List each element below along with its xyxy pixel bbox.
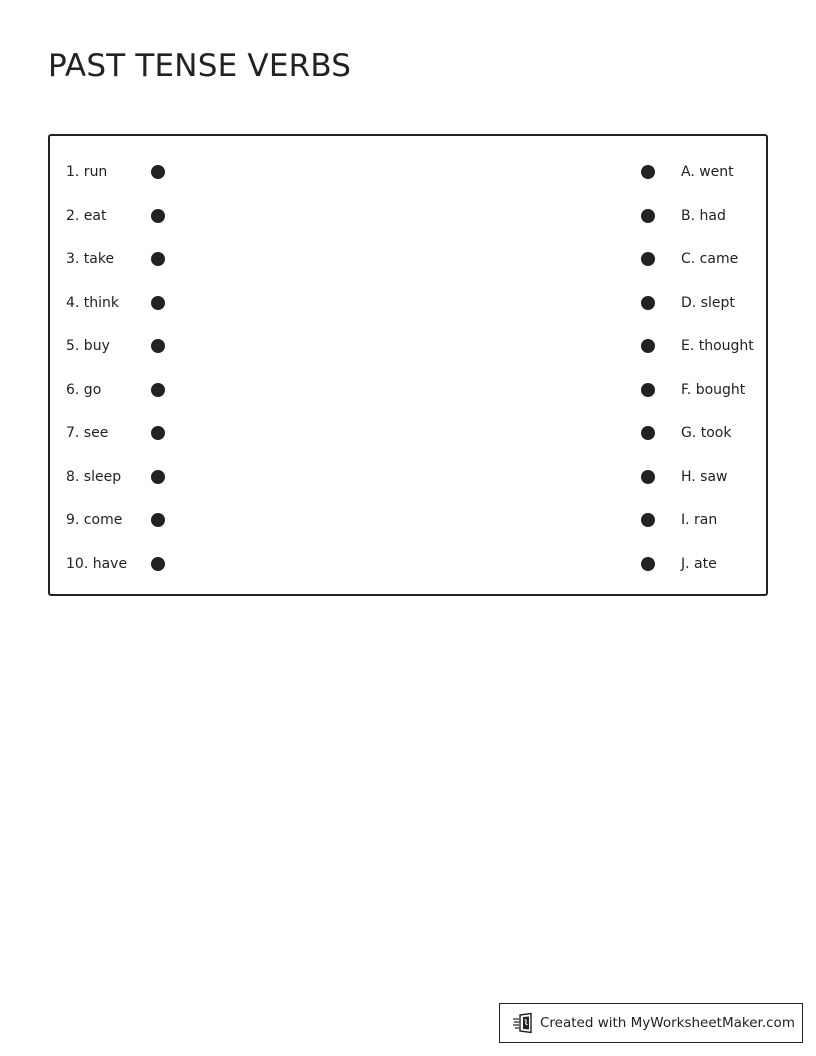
- right-item-label: G. took: [681, 425, 732, 441]
- right-item-label: H. saw: [681, 468, 728, 485]
- left-connector-dot[interactable]: [151, 209, 165, 223]
- right-connector-dot[interactable]: [641, 252, 655, 266]
- left-connector-dot[interactable]: [151, 557, 165, 571]
- left-item-label: 7. see: [66, 425, 109, 441]
- match-row: [50, 378, 766, 402]
- right-item-label: D. slept: [681, 294, 735, 311]
- right-item-label: F. bought: [681, 381, 746, 398]
- worksheet-maker-logo-icon: [512, 1012, 534, 1034]
- left-item-label: 6. go: [66, 381, 102, 398]
- left-item-label: 8. sleep: [66, 468, 122, 485]
- right-connector-dot[interactable]: [641, 209, 655, 223]
- footer-badge[interactable]: [499, 1003, 803, 1043]
- left-connector-dot[interactable]: [151, 165, 165, 179]
- left-connector-dot[interactable]: [151, 252, 165, 266]
- match-row: [50, 552, 766, 576]
- right-item-label: I. ran: [681, 512, 718, 528]
- right-connector-dot[interactable]: [641, 513, 655, 527]
- footer-credit-text: Created with MyWorksheetMaker.com: [540, 1015, 795, 1031]
- left-connector-dot[interactable]: [151, 513, 165, 527]
- right-item-label: B. had: [681, 207, 726, 224]
- left-item-label: 1. run: [66, 164, 108, 180]
- match-row: [50, 291, 766, 315]
- right-item-label: A. went: [681, 164, 734, 180]
- match-row: [50, 508, 766, 532]
- left-item-label: 10. have: [66, 555, 128, 572]
- right-connector-dot[interactable]: [641, 296, 655, 310]
- left-item-label: 5. buy: [66, 338, 110, 354]
- right-connector-dot[interactable]: [641, 426, 655, 440]
- left-item-label: 9. come: [66, 512, 123, 528]
- match-row: [50, 247, 766, 271]
- left-connector-dot[interactable]: [151, 296, 165, 310]
- right-item-label: E. thought: [681, 338, 754, 354]
- match-row: [50, 160, 766, 184]
- right-connector-dot[interactable]: [641, 339, 655, 353]
- left-connector-dot[interactable]: [151, 383, 165, 397]
- match-row: [50, 204, 766, 228]
- right-item-label: C. came: [681, 251, 739, 267]
- right-item-label: J. ate: [681, 555, 717, 572]
- left-connector-dot[interactable]: [151, 470, 165, 484]
- right-connector-dot[interactable]: [641, 165, 655, 179]
- left-item-label: 4. think: [66, 294, 120, 311]
- left-connector-dot[interactable]: [151, 426, 165, 440]
- left-connector-dot[interactable]: [151, 339, 165, 353]
- right-connector-dot[interactable]: [641, 383, 655, 397]
- left-item-label: 2. eat: [66, 207, 107, 224]
- right-connector-dot[interactable]: [641, 470, 655, 484]
- page-title: PAST TENSE VERBS: [48, 48, 352, 84]
- left-item-label: 3. take: [66, 251, 115, 267]
- match-row: [50, 465, 766, 489]
- matching-box: [48, 134, 768, 596]
- match-row: [50, 421, 766, 445]
- match-row: [50, 334, 766, 358]
- right-connector-dot[interactable]: [641, 557, 655, 571]
